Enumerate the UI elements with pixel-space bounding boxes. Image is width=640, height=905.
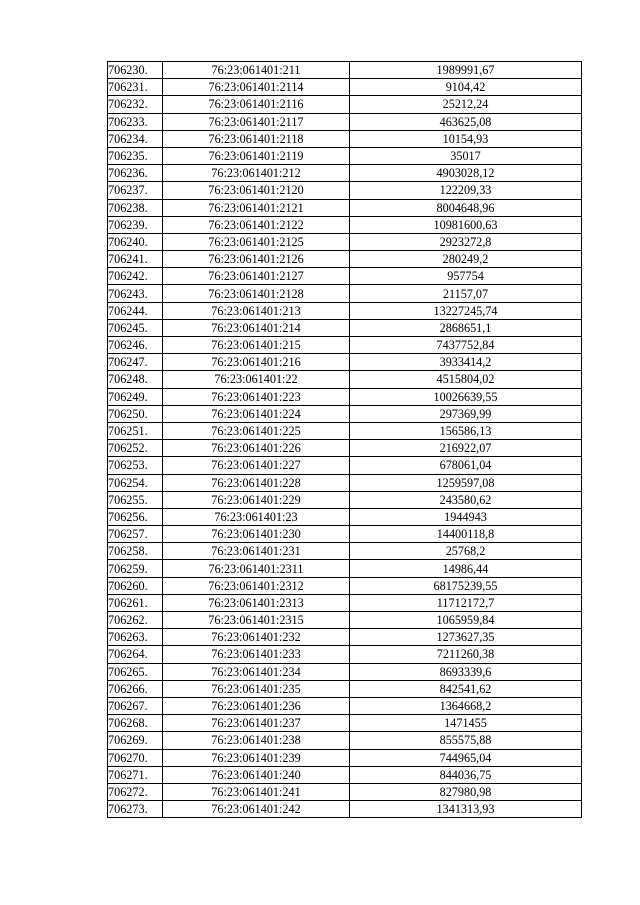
cadastral-number-cell: 76:23:061401:2315	[163, 612, 350, 629]
table-row	[108, 577, 582, 594]
cadastral-number-cell: 76:23:061401:239	[163, 749, 350, 766]
cadastral-number-cell: 76:23:061401:234	[163, 663, 350, 680]
row-number-cell: 706271.	[108, 766, 163, 783]
cadastral-number-cell: 76:23:061401:236	[163, 697, 350, 714]
table-body	[108, 62, 582, 818]
row-number-cell: 706248.	[108, 371, 163, 388]
cadastral-value-cell: 1989991,67	[350, 62, 582, 79]
table-row	[108, 715, 582, 732]
row-number-cell: 706238.	[108, 199, 163, 216]
table-row	[108, 680, 582, 697]
cadastral-value-cell: 842541,62	[350, 680, 582, 697]
cadastral-number-cell: 76:23:061401:2117	[163, 113, 350, 130]
cadastral-number-cell: 76:23:061401:2126	[163, 251, 350, 268]
cadastral-value-cell: 297369,99	[350, 405, 582, 422]
cadastral-number-cell: 76:23:061401:2119	[163, 147, 350, 164]
cadastral-value-cell: 1944943	[350, 508, 582, 525]
row-number-cell: 706231.	[108, 79, 163, 96]
cadastral-number-cell: 76:23:061401:215	[163, 337, 350, 354]
cadastral-number-cell: 76:23:061401:228	[163, 474, 350, 491]
cadastral-value-table	[107, 61, 582, 818]
cadastral-value-cell: 35017	[350, 147, 582, 164]
row-number-cell: 706235.	[108, 147, 163, 164]
cadastral-value-cell: 4515804,02	[350, 371, 582, 388]
row-number-cell: 706232.	[108, 96, 163, 113]
table-row	[108, 165, 582, 182]
cadastral-value-cell: 1259597,08	[350, 474, 582, 491]
cadastral-value-cell: 1364668,2	[350, 697, 582, 714]
cadastral-value-cell: 9104,42	[350, 79, 582, 96]
cadastral-number-cell: 76:23:061401:235	[163, 680, 350, 697]
table-row	[108, 216, 582, 233]
table-row	[108, 388, 582, 405]
table-row	[108, 474, 582, 491]
cadastral-number-cell: 76:23:061401:237	[163, 715, 350, 732]
table-row	[108, 440, 582, 457]
cadastral-value-cell: 14400118,8	[350, 526, 582, 543]
cadastral-value-cell: 2923272,8	[350, 233, 582, 250]
cadastral-value-cell: 216922,07	[350, 440, 582, 457]
row-number-cell: 706267.	[108, 697, 163, 714]
cadastral-value-cell: 21157,07	[350, 285, 582, 302]
cadastral-value-cell: 678061,04	[350, 457, 582, 474]
cadastral-number-cell: 76:23:061401:226	[163, 440, 350, 457]
cadastral-value-cell: 3933414,2	[350, 354, 582, 371]
cadastral-value-cell: 13227245,74	[350, 302, 582, 319]
cadastral-number-cell: 76:23:061401:224	[163, 405, 350, 422]
row-number-cell: 706230.	[108, 62, 163, 79]
cadastral-value-cell: 827980,98	[350, 783, 582, 800]
table-row	[108, 543, 582, 560]
cadastral-value-cell: 11712172,7	[350, 594, 582, 611]
cadastral-number-cell: 76:23:061401:2118	[163, 130, 350, 147]
table-row	[108, 766, 582, 783]
row-number-cell: 706246.	[108, 337, 163, 354]
row-number-cell: 706247.	[108, 354, 163, 371]
table-row	[108, 801, 582, 818]
row-number-cell: 706255.	[108, 491, 163, 508]
row-number-cell: 706260.	[108, 577, 163, 594]
cadastral-number-cell: 76:23:061401:2125	[163, 233, 350, 250]
table-row	[108, 113, 582, 130]
cadastral-number-cell: 76:23:061401:232	[163, 629, 350, 646]
cadastral-number-cell: 76:23:061401:2120	[163, 182, 350, 199]
row-number-cell: 706245.	[108, 319, 163, 336]
table-row	[108, 268, 582, 285]
cadastral-value-cell: 7211260,38	[350, 646, 582, 663]
table-row	[108, 457, 582, 474]
cadastral-number-cell: 76:23:061401:238	[163, 732, 350, 749]
table-row	[108, 319, 582, 336]
row-number-cell: 706240.	[108, 233, 163, 250]
row-number-cell: 706249.	[108, 388, 163, 405]
table-row	[108, 130, 582, 147]
table-row	[108, 508, 582, 525]
table-row	[108, 79, 582, 96]
row-number-cell: 706252.	[108, 440, 163, 457]
row-number-cell: 706268.	[108, 715, 163, 732]
table-row	[108, 354, 582, 371]
row-number-cell: 706251.	[108, 422, 163, 439]
table-row	[108, 337, 582, 354]
row-number-cell: 706244.	[108, 302, 163, 319]
cadastral-number-cell: 76:23:061401:2128	[163, 285, 350, 302]
row-number-cell: 706242.	[108, 268, 163, 285]
row-number-cell: 706243.	[108, 285, 163, 302]
cadastral-number-cell: 76:23:061401:23	[163, 508, 350, 525]
cadastral-value-cell: 156586,13	[350, 422, 582, 439]
cadastral-value-cell: 1471455	[350, 715, 582, 732]
cadastral-value-cell: 844036,75	[350, 766, 582, 783]
row-number-cell: 706258.	[108, 543, 163, 560]
cadastral-value-cell: 957754	[350, 268, 582, 285]
cadastral-value-cell: 744965,04	[350, 749, 582, 766]
cadastral-number-cell: 76:23:061401:240	[163, 766, 350, 783]
table-row	[108, 594, 582, 611]
cadastral-number-cell: 76:23:061401:2121	[163, 199, 350, 216]
row-number-cell: 706257.	[108, 526, 163, 543]
row-number-cell: 706250.	[108, 405, 163, 422]
table-row	[108, 663, 582, 680]
table-row	[108, 371, 582, 388]
row-number-cell: 706270.	[108, 749, 163, 766]
table-row	[108, 302, 582, 319]
cadastral-value-cell: 4903028,12	[350, 165, 582, 182]
cadastral-number-cell: 76:23:061401:214	[163, 319, 350, 336]
cadastral-value-cell: 243580,62	[350, 491, 582, 508]
row-number-cell: 706256.	[108, 508, 163, 525]
table-row	[108, 285, 582, 302]
cadastral-number-cell: 76:23:061401:211	[163, 62, 350, 79]
row-number-cell: 706236.	[108, 165, 163, 182]
cadastral-value-cell: 14986,44	[350, 560, 582, 577]
cadastral-number-cell: 76:23:061401:213	[163, 302, 350, 319]
cadastral-number-cell: 76:23:061401:2122	[163, 216, 350, 233]
cadastral-value-cell: 7437752,84	[350, 337, 582, 354]
cadastral-number-cell: 76:23:061401:227	[163, 457, 350, 474]
cadastral-value-cell: 1273627,35	[350, 629, 582, 646]
table-row	[108, 62, 582, 79]
table-row	[108, 199, 582, 216]
cadastral-value-cell: 10981600,63	[350, 216, 582, 233]
row-number-cell: 706262.	[108, 612, 163, 629]
row-number-cell: 706254.	[108, 474, 163, 491]
cadastral-value-cell: 25768,2	[350, 543, 582, 560]
cadastral-number-cell: 76:23:061401:2114	[163, 79, 350, 96]
table-row	[108, 749, 582, 766]
table-row	[108, 646, 582, 663]
cadastral-number-cell: 76:23:061401:216	[163, 354, 350, 371]
table-row	[108, 96, 582, 113]
row-number-cell: 706241.	[108, 251, 163, 268]
row-number-cell: 706261.	[108, 594, 163, 611]
table-row	[108, 612, 582, 629]
cadastral-number-cell: 76:23:061401:2127	[163, 268, 350, 285]
row-number-cell: 706265.	[108, 663, 163, 680]
row-number-cell: 706264.	[108, 646, 163, 663]
cadastral-value-cell: 122209,33	[350, 182, 582, 199]
row-number-cell: 706263.	[108, 629, 163, 646]
row-number-cell: 706239.	[108, 216, 163, 233]
cadastral-number-cell: 76:23:061401:2313	[163, 594, 350, 611]
cadastral-number-cell: 76:23:061401:223	[163, 388, 350, 405]
cadastral-number-cell: 76:23:061401:212	[163, 165, 350, 182]
cadastral-number-cell: 76:23:061401:242	[163, 801, 350, 818]
row-number-cell: 706272.	[108, 783, 163, 800]
table-row	[108, 560, 582, 577]
cadastral-value-cell: 8004648,96	[350, 199, 582, 216]
cadastral-number-cell: 76:23:061401:229	[163, 491, 350, 508]
cadastral-value-cell: 68175239,55	[350, 577, 582, 594]
cadastral-value-cell: 10154,93	[350, 130, 582, 147]
table-row	[108, 783, 582, 800]
row-number-cell: 706234.	[108, 130, 163, 147]
row-number-cell: 706237.	[108, 182, 163, 199]
table-row	[108, 182, 582, 199]
row-number-cell: 706266.	[108, 680, 163, 697]
table-row	[108, 233, 582, 250]
table-row	[108, 147, 582, 164]
cadastral-number-cell: 76:23:061401:225	[163, 422, 350, 439]
cadastral-number-cell: 76:23:061401:2312	[163, 577, 350, 594]
cadastral-number-cell: 76:23:061401:22	[163, 371, 350, 388]
cadastral-value-cell: 855575,88	[350, 732, 582, 749]
table-row	[108, 526, 582, 543]
cadastral-value-cell: 463625,08	[350, 113, 582, 130]
table-row	[108, 422, 582, 439]
cadastral-value-cell: 10026639,55	[350, 388, 582, 405]
cadastral-value-cell: 2868651,1	[350, 319, 582, 336]
cadastral-value-cell: 280249,2	[350, 251, 582, 268]
row-number-cell: 706253.	[108, 457, 163, 474]
cadastral-number-cell: 76:23:061401:241	[163, 783, 350, 800]
cadastral-number-cell: 76:23:061401:231	[163, 543, 350, 560]
cadastral-number-cell: 76:23:061401:2116	[163, 96, 350, 113]
cadastral-value-cell: 1341313,93	[350, 801, 582, 818]
cadastral-value-cell: 1065959,84	[350, 612, 582, 629]
row-number-cell: 706259.	[108, 560, 163, 577]
cadastral-number-cell: 76:23:061401:230	[163, 526, 350, 543]
row-number-cell: 706273.	[108, 801, 163, 818]
cadastral-value-cell: 25212,24	[350, 96, 582, 113]
table-row	[108, 629, 582, 646]
row-number-cell: 706269.	[108, 732, 163, 749]
cadastral-number-cell: 76:23:061401:233	[163, 646, 350, 663]
row-number-cell: 706233.	[108, 113, 163, 130]
cadastral-number-cell: 76:23:061401:2311	[163, 560, 350, 577]
table-row	[108, 697, 582, 714]
table-row	[108, 251, 582, 268]
table-row	[108, 732, 582, 749]
table-row	[108, 491, 582, 508]
cadastral-value-cell: 8693339,6	[350, 663, 582, 680]
table-row	[108, 405, 582, 422]
